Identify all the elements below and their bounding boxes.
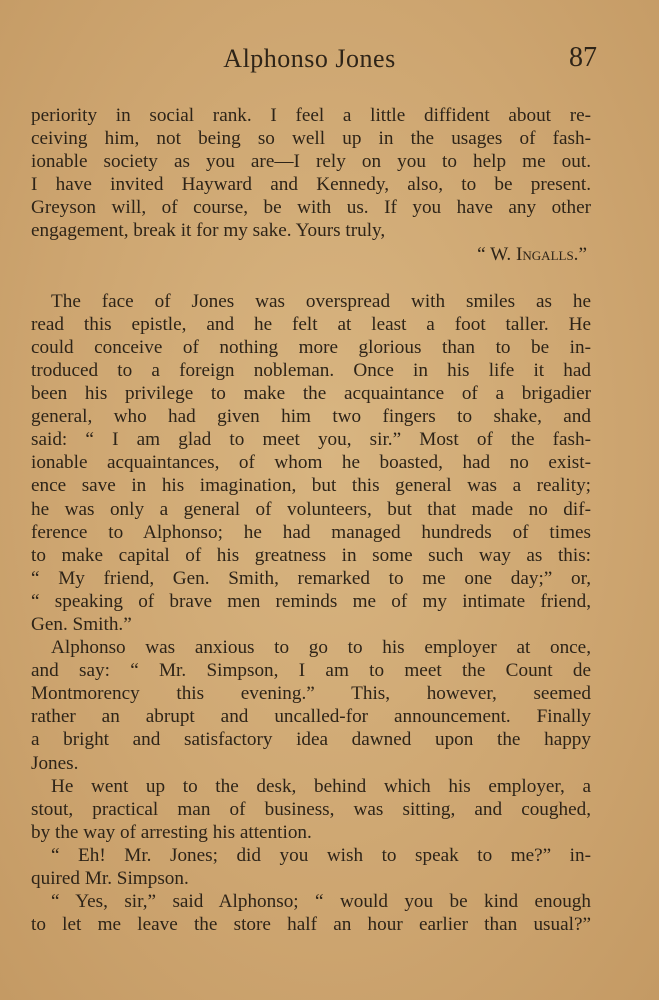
text-line: quired Mr. Simpson.	[31, 868, 189, 889]
text-line: Montmorency this evening.” This, however, seemed	[31, 683, 591, 705]
paragraph	[31, 290, 591, 636]
paragraph-gap	[31, 266, 591, 290]
text-line: general, who had given him two fingers to shake, and	[31, 406, 591, 428]
letter-signature: “ W. Ingalls.”	[477, 243, 587, 265]
paragraph	[31, 844, 591, 890]
paragraph	[31, 890, 591, 936]
page-number: 87	[569, 42, 597, 73]
text-line: I have invited Hayward and Kennedy, also, to be present.	[31, 174, 591, 196]
text-line: by the way of arresting his attention.	[31, 821, 312, 843]
body-text	[31, 104, 591, 936]
paragraph	[31, 636, 591, 775]
text-line: Alphonso was anxious to go to his employer at once,	[51, 637, 591, 659]
text-line: been his privilege to make the acquaintance of a brigadier	[31, 383, 591, 405]
text-line: stout, practical man of business, was sitting, and coughed,	[31, 798, 591, 820]
letter-block	[31, 104, 591, 266]
text-line: Gen. Smith.”	[31, 613, 132, 635]
text-line: Greyson will, of course, be with us. If you have any other	[31, 197, 591, 219]
text-line: ionable acquaintances, of whom he boasted, had no exist-	[31, 452, 591, 474]
text-line: engagement, break it for my sake. Yours truly,	[31, 220, 386, 242]
text-line: “ Yes, sir,” said Alphonso; “ would you be kind enough	[51, 891, 591, 913]
paragraph	[31, 775, 591, 844]
text-line: read this epistle, and he felt at least a foot taller. He	[31, 313, 591, 335]
text-line: he was only a general of volunteers, but that made no dif-	[31, 498, 591, 520]
text-line: He went up to the desk, behind which his employer, a	[51, 775, 591, 797]
text-line: a bright and satisfactory idea dawned upon the happy	[31, 729, 591, 751]
text-line: periority in social rank. I feel a little diffident about re-	[31, 105, 591, 126]
text-line: Jones.	[31, 752, 79, 774]
running-title: Alphonso Jones	[223, 44, 396, 73]
text-line: The face of Jones was overspread with smiles as he	[51, 290, 591, 312]
text-line: to make capital of his greatness in some such way as this:	[31, 544, 591, 566]
text-line: ence save in his imagination, but this general was a reality;	[31, 475, 591, 497]
text-line: ceiving him, not being so well up in the usages of fash-	[31, 128, 591, 150]
text-line: troduced to a foreign nobleman. Once in his life it had	[31, 359, 591, 381]
text-line: “ speaking of brave men reminds me of my intimate friend,	[31, 590, 591, 612]
text-line: and say: “ Mr. Simpson, I am to meet the Count de	[31, 660, 591, 682]
text-line: said: “ I am glad to meet you, sir.” Most of the fash-	[31, 429, 591, 451]
text-line: “ My friend, Gen. Smith, remarked to me one day;” or,	[31, 567, 591, 589]
text-line: “ Eh! Mr. Jones; did you wish to speak to me?” in-	[51, 844, 591, 866]
text-line: ference to Alphonso; he had managed hundreds of times	[31, 521, 591, 543]
text-line: rather an abrupt and uncalled-for announcement. Finally	[31, 706, 591, 728]
text-line: to let me leave the store half an hour earlier than usual?”	[31, 914, 591, 936]
text-line: could conceive of nothing more glorious than to be in-	[31, 336, 591, 358]
text-line: ionable society as you are—I rely on you to help me out.	[31, 151, 591, 173]
